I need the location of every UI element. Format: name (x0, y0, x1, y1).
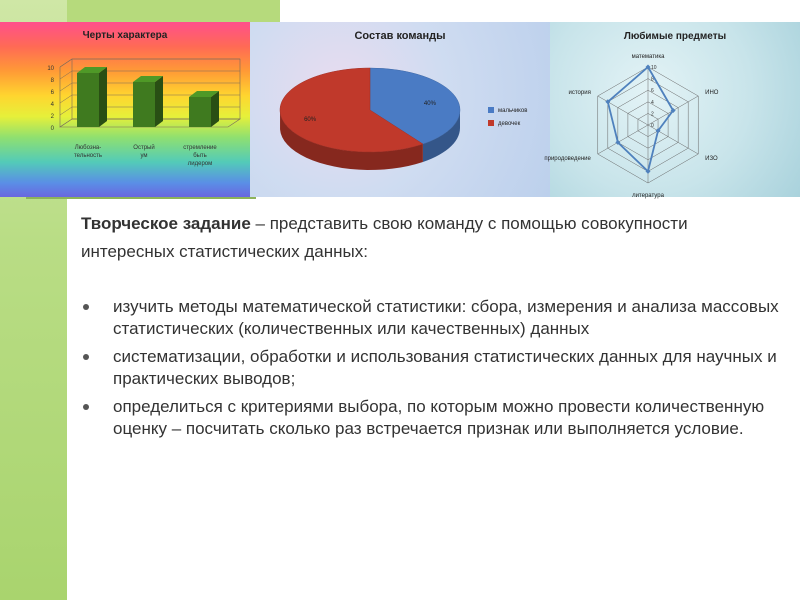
radar-axis-label: литература (632, 193, 664, 199)
subjects-radar-chart-svg (544, 22, 800, 199)
bullet-icon (83, 354, 89, 360)
legend-label: мальчиков (498, 108, 528, 114)
x-tick-label-line: Острый (133, 145, 155, 151)
bar-side (211, 91, 219, 127)
pie-value-label: 60% (304, 116, 317, 123)
x-tick-label-line: тельность (74, 153, 102, 159)
x-tick-label (183, 145, 217, 167)
x-tick-label-line: лидером (187, 161, 213, 167)
x-tick-label-line: стремление (183, 145, 217, 151)
bar (189, 97, 211, 127)
gridline-depth (60, 107, 72, 115)
gridline-depth (60, 119, 72, 127)
radar-tick-label: 10 (651, 65, 657, 71)
traits-bar-chart-svg (0, 22, 250, 197)
y-tick-label: 4 (50, 102, 54, 108)
chart-title: Черты характера (82, 30, 168, 41)
list-item (81, 396, 781, 440)
list-item (81, 296, 781, 340)
decorative-top-stripe (67, 0, 280, 22)
bullet-text: определиться с критериями выбора, по которым можно провести количественную оценку – посчитать сколько раз встречается признак или выполняется условие. (113, 397, 765, 438)
x-tick-label (133, 144, 154, 159)
radar-axis-label: ИНО (705, 90, 719, 96)
radar-axis-label: природоведение (544, 156, 591, 162)
bar-side (155, 76, 163, 127)
gridline-depth (60, 83, 72, 91)
slide-content (81, 210, 781, 446)
list-item (81, 346, 781, 390)
bar-side (99, 67, 107, 127)
radar-tick-label: 2 (651, 111, 654, 118)
gridline-depth (60, 59, 72, 67)
bullet-icon (83, 304, 89, 310)
team-pie-chart-svg (250, 22, 550, 197)
chart-title: Состав команды (354, 30, 446, 42)
radar-tick-label: 8 (651, 76, 654, 83)
team-pie-chart (250, 22, 550, 197)
traits-bar-chart (0, 22, 250, 197)
legend-swatch (488, 120, 494, 126)
y-tick-label: 6 (50, 90, 54, 96)
radar-axis-label: математика (631, 54, 665, 60)
x-tick-label (74, 145, 102, 159)
bullet-icon (83, 404, 89, 410)
bar (77, 73, 99, 127)
bullet-text: изучить методы математической статистики: сбора, измерения и анализа массовых статистических (количественных или качественных) данных (113, 297, 779, 338)
radar-tick-label: 4 (651, 99, 654, 106)
gridline-depth (60, 95, 72, 103)
radar-spoke (598, 96, 648, 125)
legend-label: девочек (498, 121, 521, 127)
y-tick-label: 10 (47, 66, 54, 72)
bullet-list (81, 296, 781, 440)
bar (133, 82, 155, 127)
radar-tick-label: 6 (651, 88, 654, 95)
radar-spoke (598, 125, 648, 154)
divider-line (26, 197, 256, 199)
radar-series-line (608, 67, 673, 171)
bullet-text: систематизации, обработки и использования статистических данных для научных и практических выводов; (113, 347, 777, 388)
chart-title: Любимые предметы (623, 31, 727, 42)
gridline-depth (60, 71, 72, 79)
x-tick-label-line: быть (193, 153, 207, 159)
pie-value-label: 40% (423, 101, 436, 108)
y-tick-label: 2 (50, 114, 54, 120)
x-tick-label-line: ум (140, 153, 148, 159)
y-tick-label: 8 (50, 78, 54, 84)
y-tick-label: 0 (50, 126, 54, 132)
intro-paragraph (81, 210, 781, 266)
legend-swatch (488, 107, 494, 113)
x-tick-label-line: Любозна- (74, 145, 102, 151)
intro-rest: – представить свою команду с помощью совокупности интересных статистических данных: (81, 214, 688, 261)
radar-tick-label: 0 (651, 123, 654, 129)
intro-bold: Творческое задание (81, 214, 251, 233)
radar-axis-label: история (568, 90, 591, 96)
radar-axis-label: ИЗО (705, 156, 718, 162)
subjects-radar-chart (544, 22, 800, 199)
